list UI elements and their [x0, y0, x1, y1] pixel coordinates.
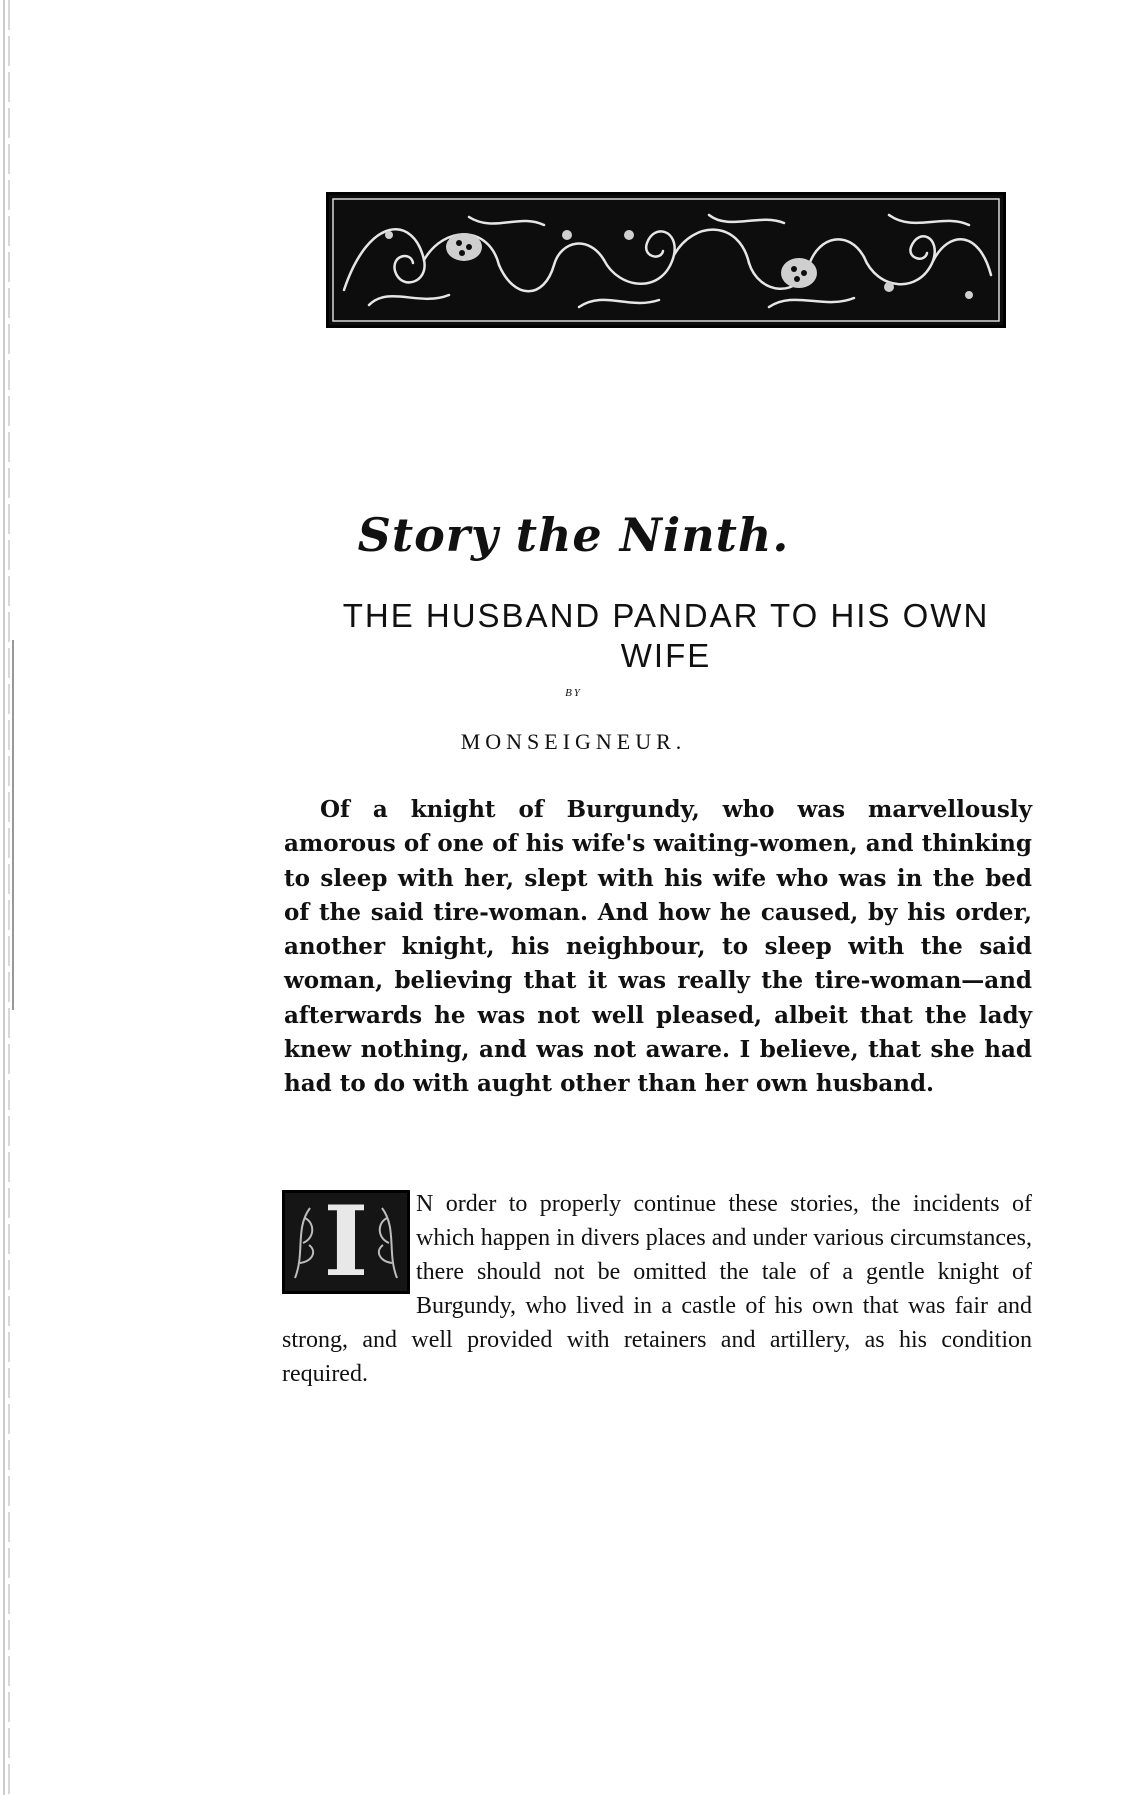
author: MONSEIGNEUR.	[460, 729, 687, 754]
drop-cap-ornament	[282, 1185, 410, 1298]
byline: BY	[565, 687, 582, 699]
story-body	[282, 1187, 1032, 1391]
story-label: Story the Ninth.	[357, 508, 790, 562]
page-binding-edge	[0, 0, 16, 1795]
story-title: THE HUSBAND PANDAR TO HIS OWN WIFE	[342, 597, 990, 674]
ornamental-headpiece	[326, 192, 1006, 328]
drop-cap-letter: I	[323, 1185, 369, 1298]
story-argument: Of a knight of Burgundy, who was marvellously amorous of one of his wife's waiting-women, and thinking to sleep with her, slept with his wife who was in the bed of the said tire-woman. And how he caused, by his order, another knight, his neighbour, to sleep with the said woman, believing that it was really the tire-woman—and afterwards he was not well pleased, albeit that the lady knew nothing, and was not aware. I believe, that she had had to do with aught other than her own husband.	[284, 796, 1032, 1098]
story-body-text: N order to properly continue these stories, the incidents of which happen in divers places and under various circumstances, there should not be omitted the tale of a gentle knight of Burgundy, who lived in a castle of his own that was fair and strong, and well provided with retainers and artillery, as his condition required.	[282, 1191, 1032, 1387]
